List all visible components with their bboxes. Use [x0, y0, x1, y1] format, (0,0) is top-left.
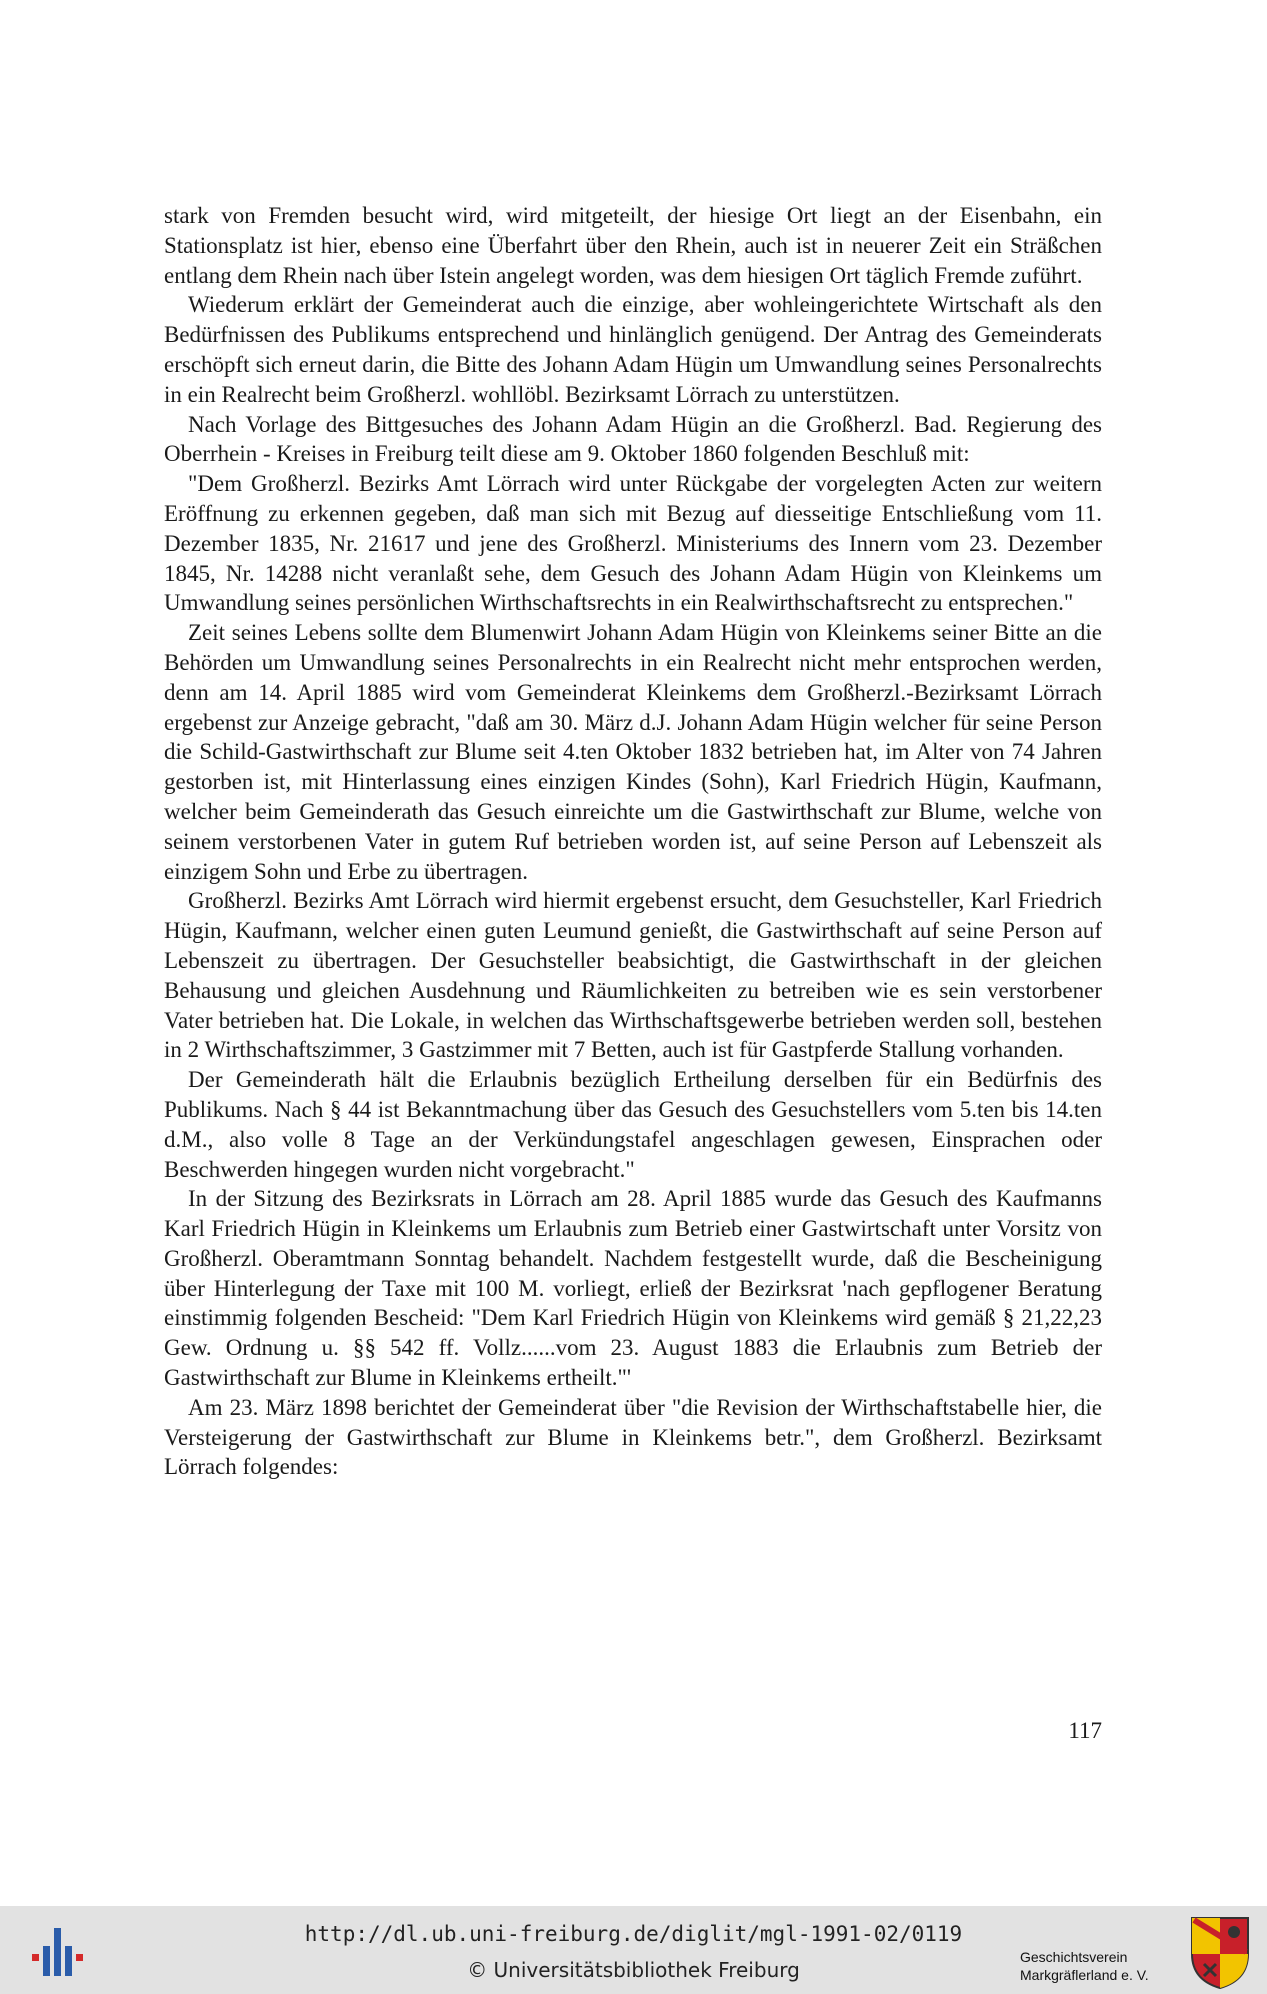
- paragraph-3: Nach Vorlage des Bittgesuches des Johann Adam Hügin an die Großherzl. Bad. Regierung des Oberrhein - Kreises in Freiburg teilt diese am 9. Oktober 1860 folgenden Beschluß mit:: [164, 411, 1102, 467]
- paragraph-9: Am 23. März 1898 berichtet der Gemeinderat über "die Revision der Wirthschaftstabelle hier, die Versteigerung der Gastwirthschaft zur Blume in Kleinkems betr.", dem Großherzl. Bezirksamt Lörrach folgendes:: [164, 1394, 1102, 1480]
- document-body: [164, 201, 1102, 1482]
- page-number: 117: [1068, 1718, 1102, 1743]
- paragraph-5: Zeit seines Lebens sollte dem Blumenwirt Johann Adam Hügin von Kleinkems seiner Bitte an die Behörden um Umwandlung seines Personalrechts in ein Realrecht nicht mehr entsprochen werden, denn am 14. April 1885 wird vom Gemeinderat Kleinkems dem Großherzl.-Bezirksamt Lörrach ergebenst zur Anzeige gebracht, "daß am 30. März d.J. Johann Adam Hügin welcher für seine Person die Schild-Gastwirthschaft zur Blume seit 4.ten Oktober 1832 betrieben hat, im Alter von 74 Jahren gestorben ist, mit Hinterlassung eines einzigen Kindes (Sohn), Karl Friedrich Hügin, Kaufmann, welcher beim Gemeinderath das Gesuch einreichte um die Gastwirthschaft zur Blume, welche von seinem verstorbenen Vater in gutem Ruf betrieben worden ist, auf seine Person auf Lebenszeit als einzigem Sohn und Erbe zu übertragen.: [164, 620, 1102, 884]
- footer-copyright: © Universitätsbibliothek Freiburg: [467, 1958, 800, 1982]
- publisher-name: [1020, 1948, 1149, 1984]
- geschichtsverein-crest-icon: [1188, 1914, 1252, 1990]
- paragraph-6: Großherzl. Bezirks Amt Lörrach wird hiermit ergebenst ersucht, dem Gesuchsteller, Karl Friedrich Hügin, Kaufmann, welcher einen guten Leumund genießt, die Gastwirthschaft auf seine Person auf Lebenszeit zu übertragen. Der Gesuchsteller beabsichtigt, die Gastwirthschaft in der gleichen Behausung und gleichen Ausdehnung und Räumlichkeiten zu betreiben wie es sein verstorbener Vater betrieben hat. Die Lokale, in welchen das Wirthschaftsgewerbe betrieben werden soll, bestehen in 2 Wirthschaftszimmer, 3 Gastzimmer mit 7 Betten, auch ist für Gastpferde Stallung vorhanden.: [164, 888, 1102, 1063]
- paragraph-1: stark von Fremden besucht wird, wird mitgeteilt, der hiesige Ort liegt an der Eisenbahn, ein Stationsplatz ist hier, ebenso eine Überfahrt über den Rhein, auch ist in neuerer Zeit ein Sträßchen entlang dem Rhein nach über Istein angelegt worden, was dem hiesigen Ort täglich Fremde zuführt.: [164, 203, 1102, 288]
- publisher-line-2: Markgräflerland e. V.: [1020, 1967, 1149, 1983]
- paragraph-8: In der Sitzung des Bezirksrats in Lörrach am 28. April 1885 wurde das Gesuch des Kaufmanns Karl Friedrich Hügin in Kleinkems um Erlaubnis zum Betrieb einer Gastwirtschaft unter Vorsitz von Großherzl. Oberamtmann Sonntag behandelt. Nachdem festgestellt wurde, daß die Bescheinigung über Hinterlegung der Taxe mit 100 M. vorliegt, erließ der Bezirksrat 'nach gepflogener Beratung einstimmig folgenden Bescheid: "Dem Karl Friedrich Hügin von Kleinkems wird gemäß § 21,22,23 Gew. Ordnung u. §§ 542 ff. Vollz......vom 23. August 1883 die Erlaubnis zum Betrieb der Gastwirthschaft zur Blume in Kleinkems ertheilt."': [164, 1186, 1102, 1391]
- footer-url[interactable]: [0, 1922, 1267, 1946]
- paragraph-2: Wiederum erklärt der Gemeinderat auch die einzige, aber wohleingerichtete Wirtschaft als den Bedürfnissen des Publikums entsprechend und hinlänglich genügend. Der Antrag des Gemeinderats erschöpft sich erneut darin, die Bitte des Johann Adam Hügin um Umwandlung seines Personalrechts in ein Realrecht beim Großherzl. wohllöbl. Bezirksamt Lörrach zu unterstützen.: [164, 292, 1102, 407]
- paragraph-7: Der Gemeinderath hält die Erlaubnis bezüglich Ertheilung derselben für ein Bedürfnis des Publikums. Nach § 44 ist Bekanntmachung über das Gesuch des Gesuchstellers vom 5.ten bis 14.ten d.M., also volle 8 Tage an der Verkündungstafel angeschlagen gewesen, Einsprachen oder Beschwerden hingegen wurden nicht vorgebracht.": [164, 1067, 1102, 1182]
- publisher-line-1: Geschichtsverein: [1020, 1949, 1128, 1965]
- footer-bar: [0, 1906, 1267, 1994]
- paragraph-quote-1860: "Dem Großherzl. Bezirks Amt Lörrach wird unter Rückgabe der vorgelegten Acten zur weitern Eröffnung zu erkennen gegeben, daß man sich mit Bezug auf diesseitige Entschließung vom 11. Dezember 1835, Nr. 21617 und jene des Großherzl. Ministeriums des Innern vom 23. Dezember 1845, Nr. 14288 nicht veranlaßt sehe, dem Gesuch des Johann Adam Hügin von Kleinkems um Umwandlung seines persönlichen Wirthschaftsrechts in ein Realwirthschaftsrecht zu entsprechen.": [164, 471, 1102, 616]
- footer-url-link[interactable]: http://dl.ub.uni-freiburg.de/diglit/mgl-1991-02/0119: [304, 1922, 963, 1946]
